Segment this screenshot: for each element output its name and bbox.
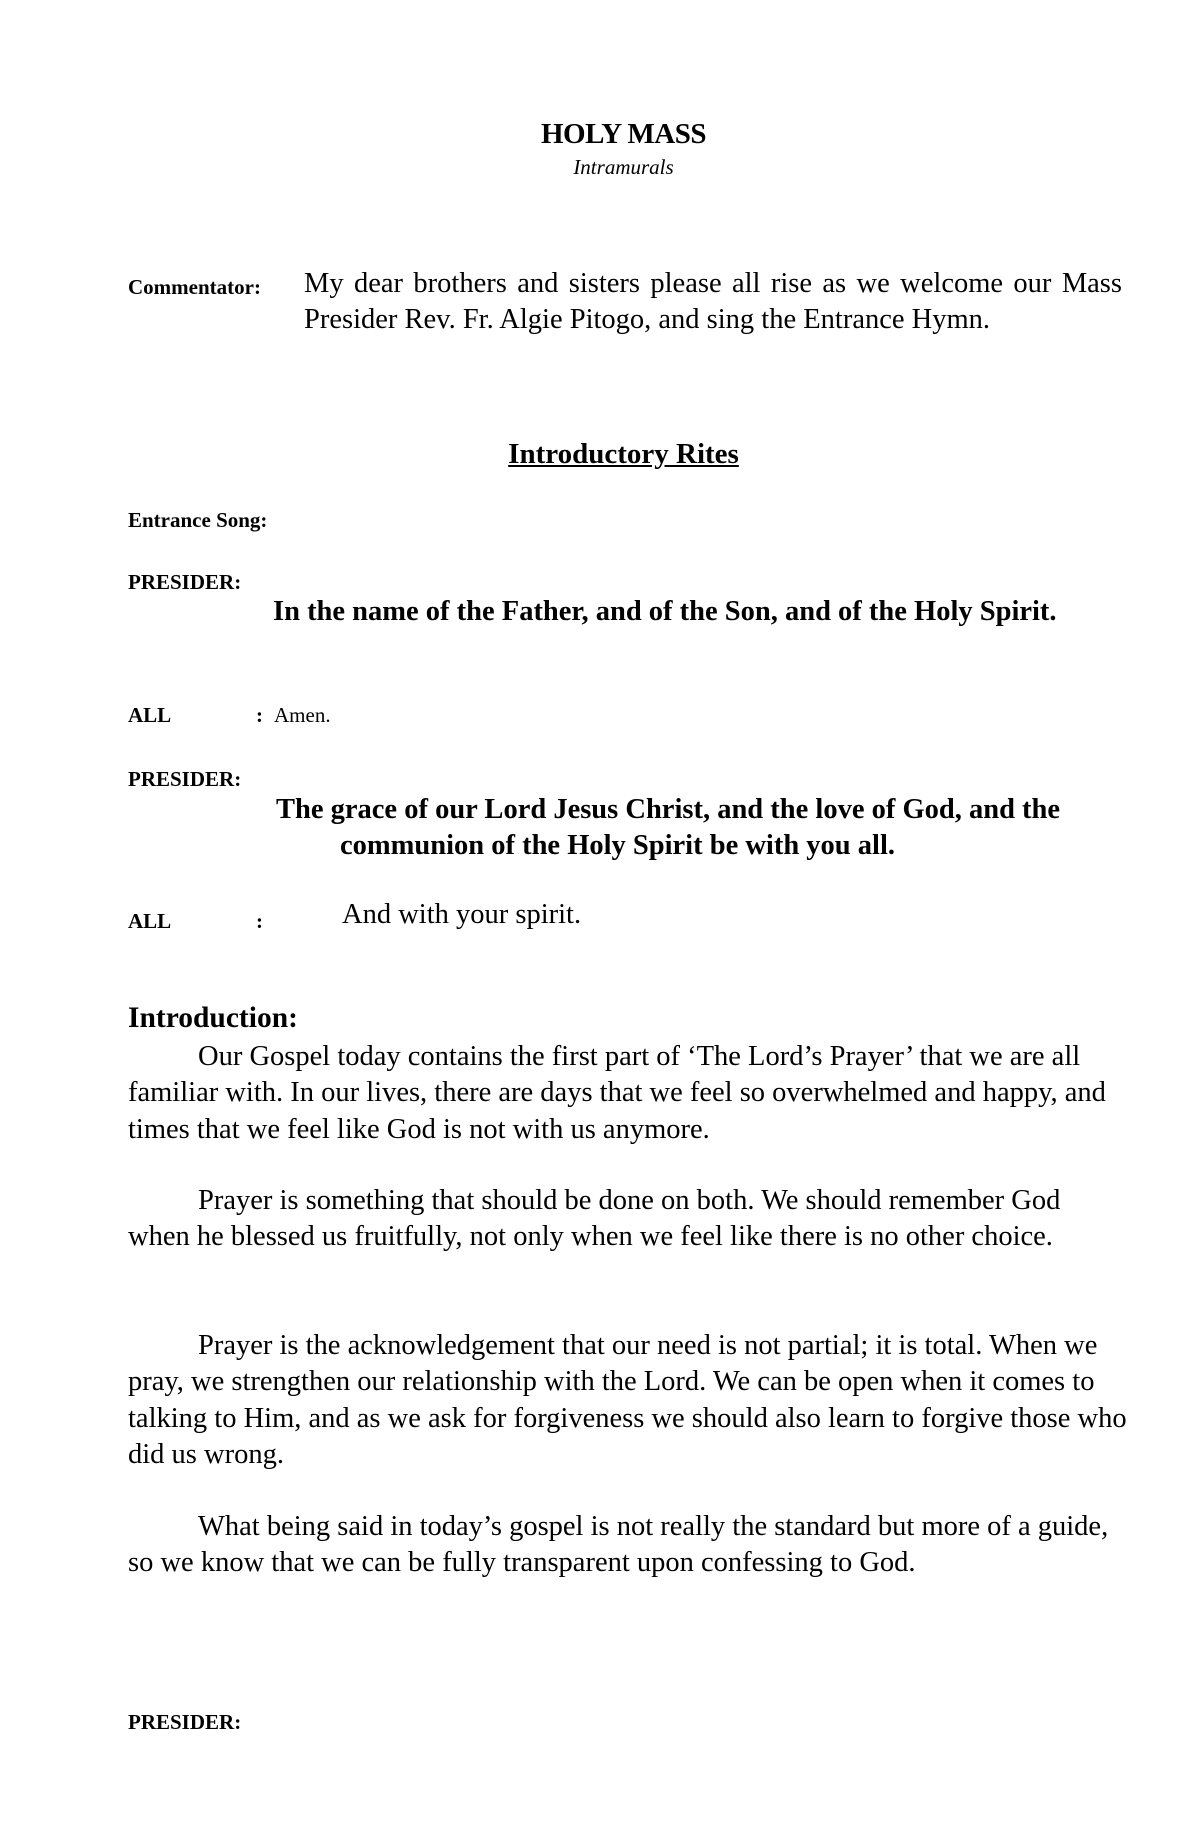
presider-label: PRESIDER: [128,1710,242,1734]
page-subtitle: Intramurals [573,155,674,179]
introduction-paragraph: Prayer is the acknowledgement that our need is not partial; it is total. When we pray, we strengthen our relationship with the Lord. We can be open when it comes to talking to Him, and as we ask for forgiveness we should also learn to forgive those who did us wrong. [128,1330,1127,1470]
all-response: And with your spirit. [342,899,582,930]
all-colon: : [256,703,263,727]
all-label: ALL [128,703,172,727]
introduction-paragraph: Prayer is something that should be done on both. We should remember God when he blessed us fruitfully, not only when we feel like there is no other choice. [128,1185,1061,1253]
presider-line: The grace of our Lord Jesus Christ, and the love of God, and the communion of the Holy Spirit be with you all. [276,794,1061,861]
introduction-paragraph: What being said in today’s gospel is not really the standard but more of a guide, so we know that we can be fully transparent upon confessing to God. [128,1511,1109,1579]
all-label: ALL [128,909,172,933]
presider-label: PRESIDER: [128,570,242,594]
all-response: Amen. [274,703,331,727]
introduction-heading: Introduction: [128,1002,298,1034]
entrance-song-label: Entrance Song: [128,508,268,532]
page-title: HOLY MASS [541,118,706,150]
presider-label: PRESIDER: [128,767,242,791]
commentator-label: Commentator: [128,275,261,299]
commentator-text: My dear brothers and sisters please all rise as we welcome our Mass Presider Rev. Fr. Algie Pitogo, and sing the Entrance Hymn. [304,268,1122,335]
presider-line: In the name of the Father, and of the Son, and of the Holy Spirit. [273,596,1057,627]
all-colon: : [256,909,263,933]
introduction-paragraph: Our Gospel today contains the first part of ‘The Lord’s Prayer’ that we are all familiar with. In our lives, there are days that we feel so overwhelmed and happy, and times that we feel like God is not with us anymore. [128,1041,1106,1145]
introductory-rites-heading: Introductory Rites [508,438,739,470]
